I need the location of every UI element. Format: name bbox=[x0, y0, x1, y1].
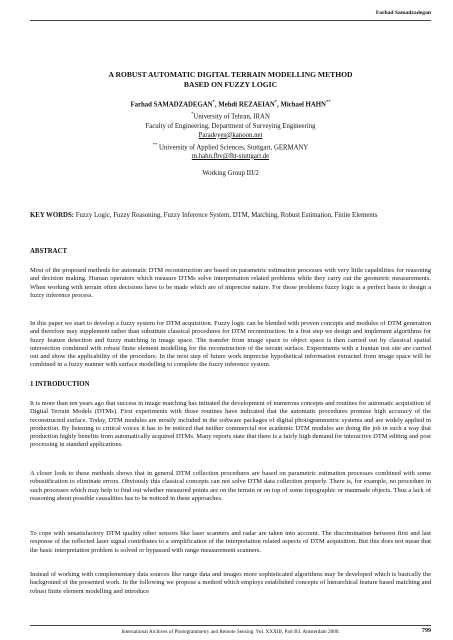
affiliation-1-department: Faculty of Engineering, Department of Surveying Engineering bbox=[145, 122, 316, 130]
title-line-1: A ROBUST AUTOMATIC DIGITAL TERRAIN MODELLING METHOD bbox=[108, 70, 353, 79]
introduction-heading: 1 INTRODUCTION bbox=[30, 381, 90, 388]
affiliation-2-mark: ** bbox=[152, 141, 158, 147]
email-link-2[interactable]: m.hahn.fbv@fht-stuttgart.de bbox=[191, 152, 270, 160]
running-head: Farhad Samadzadegan bbox=[375, 10, 431, 16]
keywords-text: Fuzzy Logic, Fuzzy Reasoning, Fuzzy Inference System, DTM, Matching, Robust Estimation, Finite Elements bbox=[74, 212, 378, 219]
abstract-paragraph-2: In this paper we start to develop a fuzzy system for DTM acquisition. Fuzzy logic can be blended with proven concepts and modules of DTM generation and therefore may supplement rather than substitute classical procedures for DTM reconstruction. In a first step we design and implement algorithms for fuzzy feature detection and fuzzy matching in image space. The transfer from image space to object space is then carried out by classical spatial intersection combined with robust finite element modelling for the reconstruction of the terrain surface. Experiments with a Iranian test site are carried out and show the applicability of the procedure. In the next step of future work imprecise hypothetical information extracted from image space will be combined in a fuzzy manner with surface modelling to complete the fuzzy inference system. bbox=[30, 320, 431, 369]
affiliation-1-line-1: University of Tehran, IRAN bbox=[193, 113, 270, 121]
affiliation-2-line-1: University of Applied Sciences, Stuttgart, GERMANY bbox=[157, 143, 309, 151]
header-rule bbox=[30, 20, 431, 21]
author-block bbox=[30, 97, 431, 161]
introduction-paragraph-1: It is more than ten years ago that success in image matching has initiated the development of numerous concepts and routines for automatic acquisition of Digital Terrain Models (DTMs). First experiments with those routines have indicated that the automatic procedures promise high accuracy of the reconstructed surface. Today, DTM modules are mostly included in the software packages of digital photogrammetric systems and are widely applied in production. By listening to critical voices it has to be noticed that neither commercial nor academic DTM modules are doing the job in such a way that production highly benefits from automatically acquired DTMs. Many reports state that there is a fairly high demand for interactive DTM editing and post processing in standard applications. bbox=[30, 400, 431, 449]
keywords-label: KEY WORDS: bbox=[30, 212, 74, 219]
author-separator: , bbox=[277, 101, 281, 109]
author-2-mark: * bbox=[274, 99, 278, 104]
author-1: Farhad SAMADZADEGAN bbox=[130, 101, 213, 109]
author-separator: , bbox=[214, 101, 219, 109]
keywords bbox=[30, 212, 431, 220]
author-3-mark: ** bbox=[325, 99, 331, 104]
title-line-2: BASED ON FUZZY LOGIC bbox=[183, 80, 278, 89]
author-3: Michael HAHN bbox=[280, 101, 326, 109]
introduction-paragraph-4: Instead of working with complementary data sources like range data and images more sophisticated algorithms may be developed which is basically the background of the presented work. In the following we propose a method which employs established concepts of hierarchical feature based matching and robust finite element modelling and introduce bbox=[30, 571, 431, 595]
author-1-mark: * bbox=[212, 99, 215, 104]
abstract-heading: ABSTRACT bbox=[30, 248, 68, 255]
working-group: Working Group III/2 bbox=[202, 170, 259, 177]
abstract-paragraph-1: Most of the proposed methods for automatic DTM reconstruction are based on parametric estimation processes with very little capabilities for reasoning and decision making. Human operators which measure DTMs solve interpretation related problems while they carry out the geometric measurements. When working with terrain often decisions have to be made which are of imprecise nature. For those problems fuzzy logic is a perfect basis to design a fuzzy inference process. bbox=[30, 267, 431, 299]
paper-title bbox=[30, 70, 431, 90]
page-number: 799 bbox=[422, 628, 431, 634]
affiliation-1-mark: * bbox=[191, 111, 194, 117]
email-link-1[interactable]: Paradeyes@kanoon.net bbox=[198, 131, 263, 139]
author-names bbox=[30, 97, 431, 109]
footer-rule bbox=[30, 625, 431, 626]
affiliation-2 bbox=[30, 140, 431, 152]
introduction-paragraph-2: A closer look to these methods shows that in general DTM collection procedures are based on parametric estimation processes combined with some robustification to eliminate errors. Obviously this classical concepts can not solve DTM data collection properly. There is, for example, no procedure in such processes which may help to find out whether measured points are on the terrain or on top of some topographic or manmade objects. Thus a lack of reasoning about possible causalities has to be noticed in these approaches. bbox=[30, 470, 431, 502]
introduction-paragraph-3: To cope with unsatisfactory DTM quality other sensors like laser scanners and radar are taken into account. The discrimination between first and last response of the reflected laser signal contributes to a simplification of the interpretation related aspects of DTM acquisition. But this does not mean that the basic interpretation problem is solved or bypassed with range measurement scanners. bbox=[30, 530, 431, 554]
affiliation-1 bbox=[30, 109, 431, 121]
author-2: Mehdi REZAEIAN bbox=[218, 101, 275, 109]
footer-citation: International Archives of Photogrammetry and Remote Sensing. Vol. XXXIII, Part B3. Amsterdam 2000. bbox=[121, 629, 340, 635]
